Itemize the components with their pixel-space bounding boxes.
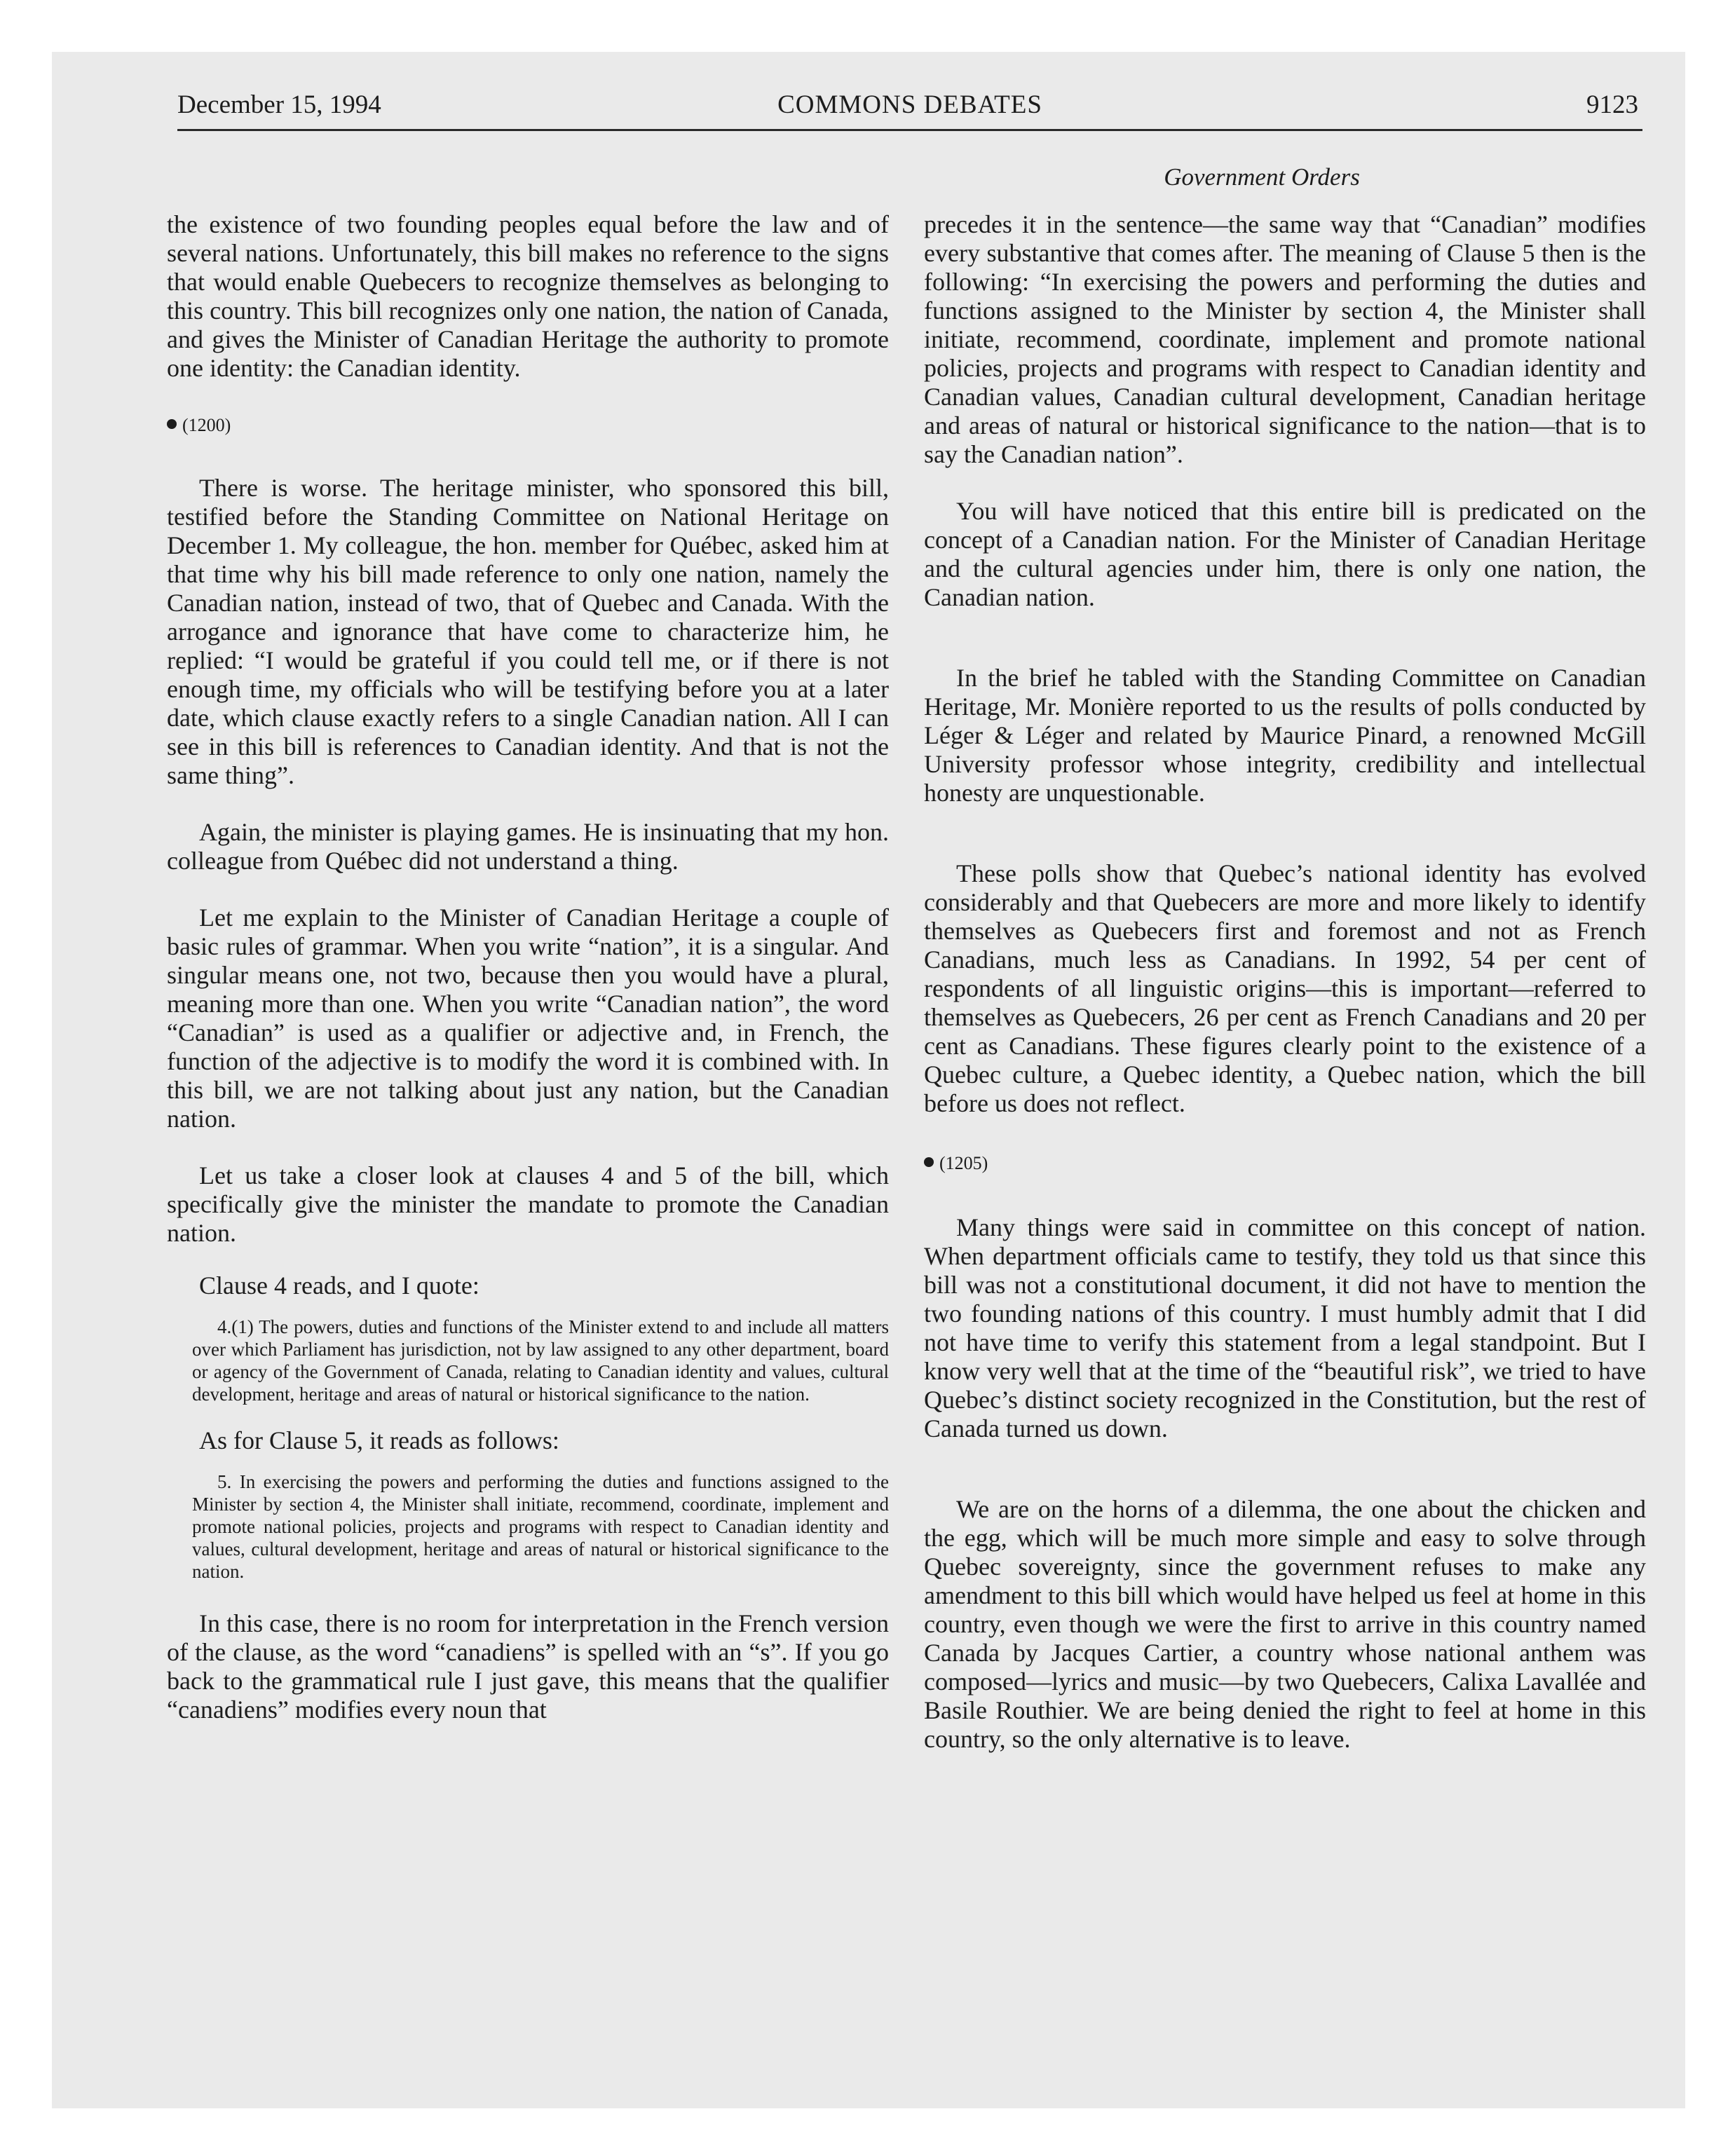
paragraph: There is worse. The heritage minister, who sponsored this bill, testified before the Standing Committee on National Heritage on December 1. My colleague, the hon. member for Québec, asked him at that time why his bill made reference to only one nation, namely the Canadian nation, instead of two, that of Quebec and Canada. With the arrogance and ignorance that have come to characterize him, he replied: “I would be grateful if you could tell me, or if there is not enough time, my officials who will be testifying before you at a later date, which clause exactly refers to a single Canadian nation. All I can see in this bill is references to Canadian identity. And that is not the same thing”. [167, 474, 889, 789]
paragraph: Many things were said in committee on this concept of nation. When department officials came to testify, they told us that since this bill was not a constitutional document, it did not have to mention the two founding nations of this country. I must humbly admit that I did not have time to verify this statement from a legal standpoint. But I know very well that at the time of the “beautiful risk”, we tried to have Quebec’s distinct society recognized in the Constitution, but the rest of Canada turned us down. [924, 1213, 1646, 1442]
time-marker [924, 1153, 1646, 1174]
paragraph: Again, the minister is playing games. He is insinuating that my hon. colleague from Québec did not understand a thing. [167, 818, 889, 875]
paragraph: You will have noticed that this entire bill is predicated on the concept of a Canadian nation. For the Minister of Canadian Heritage and the cultural agencies under him, there is only one nation, the Canadian nation. [924, 497, 1646, 611]
paragraph: Clause 4 reads, and I quote: [199, 1271, 479, 1299]
quoted-clause: 4.(1) The powers, duties and functions of the Minister extend to and include all matters over which Parliament has jurisdiction, not by law assigned to any other department, board or agency of the Government of Canada, relating to Canadian identity and values, cultural development, heritage and areas of natural or historical significance to the nation. [192, 1316, 889, 1405]
page-number: 9123 [1586, 90, 1638, 119]
paragraph: In the brief he tabled with the Standing Committee on Canadian Heritage, Mr. Monière reported to us the results of polls conducted by Léger & Léger and related by Maurice Pinard, a renowned McGill University professor whose integrity, credibility and intellectual honesty are unquestionable. [924, 664, 1646, 807]
time-marker [167, 415, 889, 436]
time-marker-label: (1205) [939, 1153, 988, 1173]
header-title: COMMONS DEBATES [777, 90, 1042, 119]
quoted-clause: 5. In exercising the powers and performing the duties and functions assigned to the Minister by section 4, the Minister shall initiate, recommend, coordinate, implement and promote national policies, projects and programs with respect to Canadian identity and values, cultural development, heritage and areas of natural or historical significance to the nation. [192, 1471, 889, 1582]
page-header [177, 83, 1642, 131]
left-column [167, 210, 889, 1724]
paragraph: In this case, there is no room for interpretation in the French version of the clause, as the word “canadiens” is spelled with an “s”. If you go back to the grammatical rule I just gave, this means that the qualifier “canadiens” modifies every noun that [167, 1609, 889, 1724]
time-marker-label: (1200) [182, 415, 231, 435]
header-date: December 15, 1994 [177, 90, 381, 119]
paragraph: precedes it in the sentence—the same way that “Canadian” modifies every substantive that comes after. The meaning of Clause 5 then is the following: “In exercising the powers and performing the duties and functions assigned to the Minister by section 4, the Minister shall initiate, recommend, coordinate, implement and promote national policies, projects and programs with respect to Canadian identity and Canadian values, Canadian cultural development, Canadian heritage and areas of natural or historical significance to the nation—that is to say the Canadian nation”. [924, 210, 1646, 468]
paragraph: As for Clause 5, it reads as follows: [199, 1426, 559, 1454]
right-column [924, 210, 1646, 1754]
paragraph: We are on the horns of a dilemma, the one about the chicken and the egg, which will be much more simple and easy to solve through Quebec sovereignty, since the government refuses to make any amendment to this bill which would have helped us feel at home in this country, even though we were the first to arrive in this country named Canada by Jacques Cartier, a country whose national anthem was composed—lyrics and music—by two Quebecers, Calixa Lavallée and Basile Routhier. We are being denied the right to feel at home in this country, so the only alternative is to leave. [924, 1495, 1646, 1753]
bullet-icon [167, 419, 177, 429]
paragraph: These polls show that Quebec’s national identity has evolved considerably and that Quebecers are more and more likely to identify themselves as Quebecers first and foremost and not as French Canadians, much less as Canadians. In 1992, 54 per cent of respondents of all linguistic origins—this is important—referred to themselves as Quebecers, 26 per cent as French Canadians and 20 per cent as Canadians. These figures clearly point to the existence of a Quebec culture, a Quebec identity, a Quebec nation, which the bill before us does not reflect. [924, 859, 1646, 1117]
paragraph: the existence of two founding peoples equal before the law and of several nations. Unfortunately, this bill makes no reference to the signs that would enable Quebecers to recognize themselves as belonging to this country. This bill recognizes only one nation, the nation of Canada, and gives the Minister of Canadian Heritage the authority to promote one identity: the Canadian identity. [167, 210, 889, 382]
paragraph: Let us take a closer look at clauses 4 and 5 of the bill, which specifically give the minister the mandate to promote the Canadian nation. [167, 1161, 889, 1247]
section-label: Government Orders [1164, 163, 1360, 191]
bullet-icon [924, 1157, 934, 1167]
paragraph: Let me explain to the Minister of Canadian Heritage a couple of basic rules of grammar. When you write “nation”, it is a singular. And singular means one, not two, because then you would have a plural, meaning more than one. When you write “Canadian nation”, the word “Canadian” is used as a qualifier or adjective and, in French, the function of the adjective is to modify the word it is combined with. In this bill, we are not talking about just any nation, but the Canadian nation. [167, 903, 889, 1133]
